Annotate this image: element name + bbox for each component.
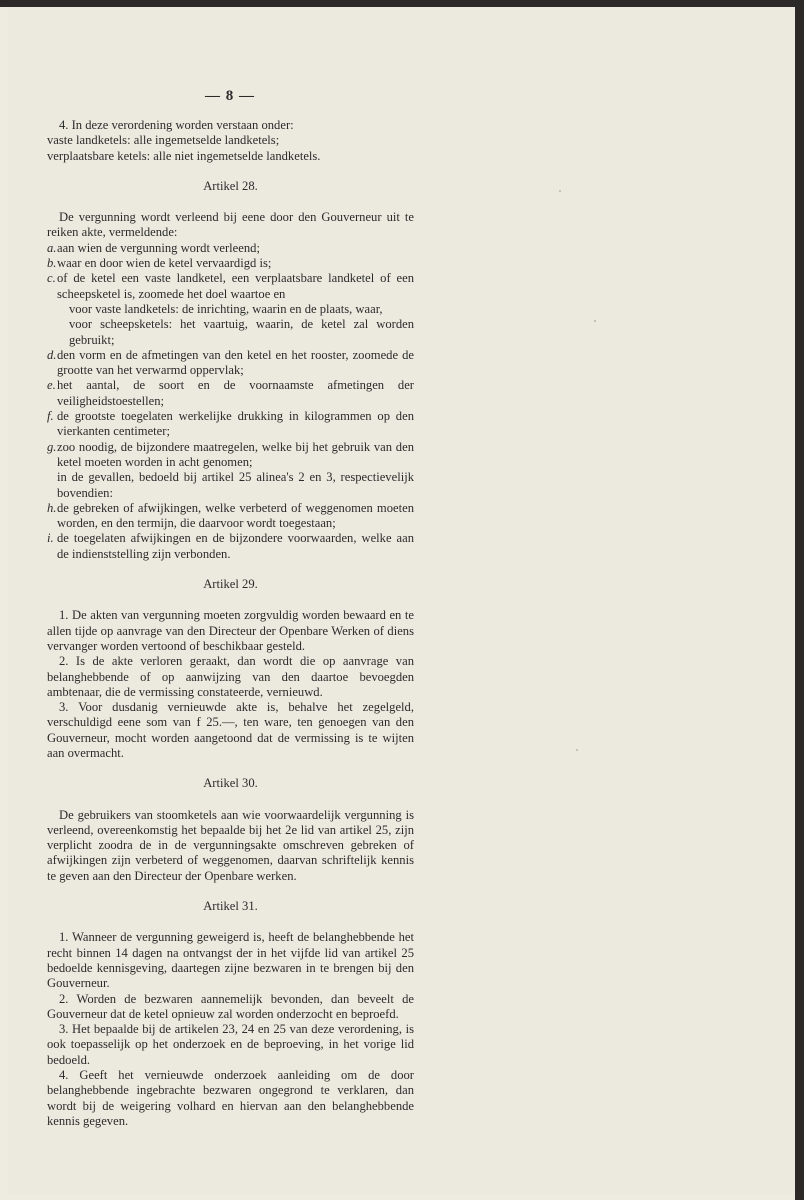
list-label: a. bbox=[47, 240, 57, 255]
list-item bbox=[47, 241, 414, 256]
list-text: zoo noodig, de bijzondere maatregelen, welke bij het gebruik van den ketel moeten worden in acht genomen; bbox=[57, 439, 414, 469]
list-label: b. bbox=[47, 256, 57, 271]
paragraph: 2. Is de akte verloren geraakt, dan wordt die op aanvrage van belanghebbende of op aanwijzing van den daartoe bevoegden ambtenaar, die de vermissing constateerde, vernieuwd. bbox=[47, 654, 414, 699]
paragraph: 3. Voor dusdanig vernieuwde akte is, behalve het zegelgeld, verschuldigd eene som van f 25.—, ten ware, ten genoegen van den Gouverneur, mocht worden aangetoond dat de vermissing is te wijten aan overmacht. bbox=[47, 700, 414, 760]
list-label: g. bbox=[47, 439, 57, 454]
article-28-intro: De vergunning wordt verleend bij eene door den Gouverneur uit te reiken akte, vermeldende: bbox=[47, 210, 414, 240]
article-31-heading: Artikel 31. bbox=[203, 899, 258, 914]
paragraph: 3. Het bepaalde bij de artikelen 23, 24 en 25 van deze verordening, is ook toepasselijk op het onderzoek en de beproeving, in het vorige lid bedoeld. bbox=[47, 1022, 414, 1067]
article-29 bbox=[47, 608, 414, 761]
list-item bbox=[47, 531, 414, 562]
list-item bbox=[47, 256, 414, 271]
list-subclause: voor scheepsketels: het vaartuig, waarin, de ketel zal worden gebruikt; bbox=[69, 317, 414, 347]
list-text: aan wien de vergunning wordt verleend; bbox=[57, 240, 260, 255]
list-subclause: voor vaste landketels: de inrichting, waarin en de plaats, waar, bbox=[69, 301, 383, 316]
list-label: d. bbox=[47, 347, 57, 362]
list-item bbox=[47, 440, 414, 471]
paragraph: De gebruikers van stoomketels aan wie voorwaardelijk vergunning is verleend, overeenkomstig het bepaalde bij het 2e lid van artikel 25, zijn verplicht zoodra de in de vergunningsakte omschreven gebreken of afwijkingen zijn verbeterd of weggenomen, daarvan schriftelijk kennis te geven aan den Directeur der Openbare werken. bbox=[47, 807, 414, 883]
scan-right-border bbox=[795, 0, 804, 1200]
article-28 bbox=[47, 210, 414, 562]
scan-top-border bbox=[0, 0, 804, 7]
list-label: e. bbox=[47, 378, 56, 393]
list-text: het aantal, de soort en de voornaamste afmetingen der veiligheidstoestellen; bbox=[57, 378, 414, 408]
list-item bbox=[47, 271, 414, 302]
article-29-heading: Artikel 29. bbox=[203, 577, 258, 592]
definition-verplaatsbare: verplaatsbare ketels: alle niet ingemetselde landketels. bbox=[47, 148, 321, 163]
list-item bbox=[47, 409, 414, 440]
list-label: h. bbox=[47, 500, 57, 515]
list-item bbox=[47, 348, 414, 379]
list-label: i. bbox=[47, 531, 54, 546]
list-text: de toegelaten afwijkingen en de bijzondere voorwaarden, welke aan de indienststelling zijn verbonden. bbox=[57, 531, 414, 561]
definition-intro: 4. In deze verordening worden verstaan onder: bbox=[59, 118, 294, 132]
list-text: of de ketel een vaste landketel, een verplaatsbare landketel of een scheepsketel is, zoomede het doel waartoe en bbox=[57, 271, 414, 301]
paper-speck bbox=[576, 749, 578, 751]
paper-speck bbox=[559, 190, 561, 192]
document-body bbox=[47, 88, 414, 1129]
page-number: — 8 — bbox=[205, 88, 255, 104]
article-27-paragraph-4 bbox=[47, 118, 414, 164]
list-subclause: in de gevallen, bedoeld bij artikel 25 alinea's 2 en 3, respectievelijk bovendien: bbox=[57, 470, 414, 500]
article-31 bbox=[47, 930, 414, 1129]
list-item bbox=[47, 501, 414, 532]
article-30-heading: Artikel 30. bbox=[203, 776, 258, 791]
paragraph: 2. Worden de bezwaren aannemelijk bevonden, dan beveelt de Gouverneur dat de ketel opnieuw zal worden onderzocht en beproefd. bbox=[47, 991, 414, 1021]
list-label: c. bbox=[47, 271, 56, 286]
list-text: den vorm en de afmetingen van den ketel en het rooster, zoomede de grootte van het verwarmd oppervlak; bbox=[57, 347, 414, 378]
paragraph: 4. Geeft het vernieuwde onderzoek aanleiding om de door belanghebbende ingebrachte bezwaren ongegrond te verklaren, dan wordt bij de weigering volhard en hiervan aan den belanghebbende kennis gegeven. bbox=[47, 1068, 414, 1128]
paragraph: 1. De akten van vergunning moeten zorgvuldig worden bewaard en te allen tijde op aanvrage van den Directeur der Openbare Werken of diens vervanger worden vertoond of beschikbaar gesteld. bbox=[47, 608, 414, 653]
article-30 bbox=[47, 808, 414, 884]
list-text: de gebreken of afwijkingen, welke verbeterd of weggenomen moeten worden, en den termijn, die daarvoor wordt toegestaan; bbox=[57, 500, 414, 531]
definition-vaste: vaste landketels: alle ingemetselde landketels; bbox=[47, 133, 280, 148]
list-text: de grootste toegelaten werkelijke drukking in kilogrammen op den vierkanten centimeter; bbox=[57, 409, 414, 439]
paragraph: 1. Wanneer de vergunning geweigerd is, heeft de belanghebbende het recht binnen 14 dagen na ontvangst der in het vijfde lid van artikel 25 bedoelde kennisgeving, daartegen zijne bezwaren in te brengen bij den Gouverneur. bbox=[47, 930, 414, 991]
list-text: waar en door wien de ketel vervaardigd is; bbox=[57, 256, 272, 271]
list-label: f. bbox=[47, 409, 54, 424]
paper-speck bbox=[594, 320, 596, 322]
article-28-heading: Artikel 28. bbox=[203, 178, 258, 193]
list-item bbox=[47, 378, 414, 409]
